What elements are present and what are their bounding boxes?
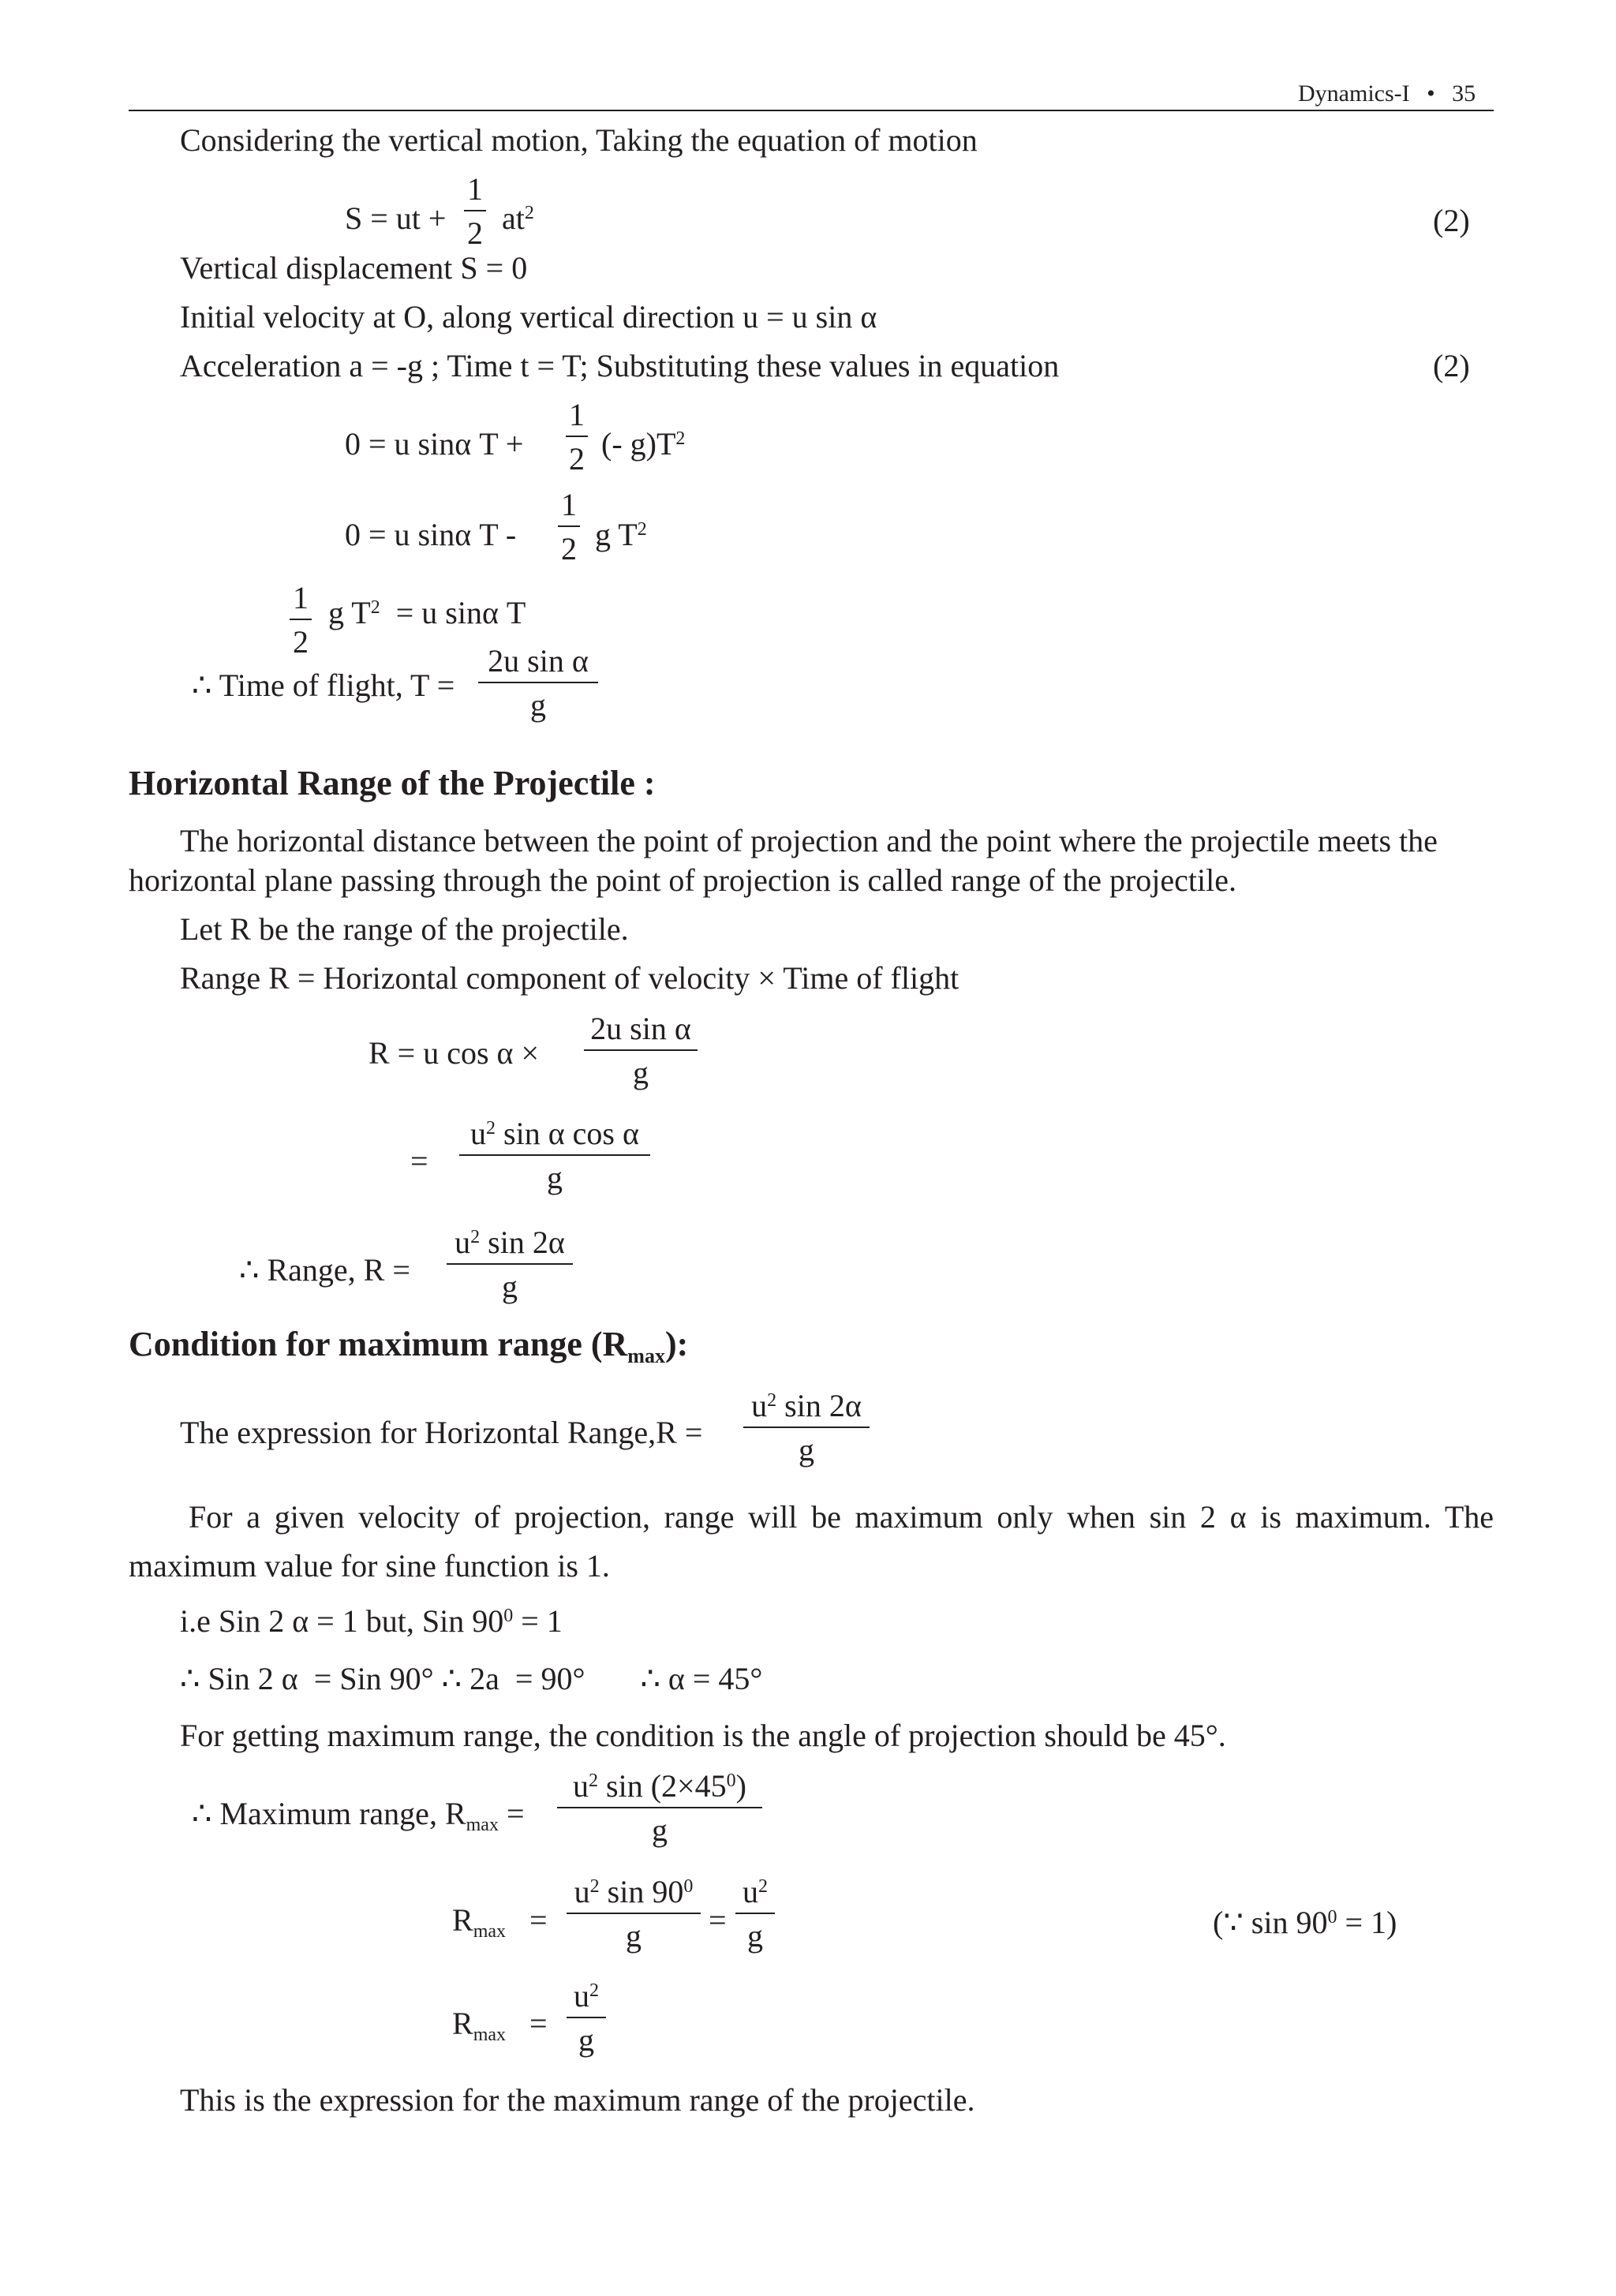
rmax-eq-1-fraction-b: $u^2$ g bbox=[735, 1876, 775, 1952]
range-eq-1-lhs: R = u cos α × bbox=[368, 1035, 540, 1071]
header-rule bbox=[129, 110, 1494, 111]
rmax-eq-1-lhs: $R_{max}$ = bbox=[452, 1902, 548, 1943]
acceleration-line: Acceleration a = -g ; Time t = T; Substituting these values in equation bbox=[180, 348, 1060, 383]
max-range-label: ∴ Maximum range, $R_{max}$ = bbox=[192, 1796, 525, 1836]
equation-number: (2) bbox=[1433, 203, 1470, 238]
half-fraction: 1 2 bbox=[566, 399, 588, 475]
range-expression-label: The expression for Horizontal Range,R = bbox=[180, 1415, 703, 1450]
time-of-flight-fraction: 2u sin α g bbox=[478, 645, 598, 721]
range-definition-line-2: horizontal plane passing through the point of projection is called range of the projectile. bbox=[129, 862, 1237, 898]
vertical-displacement: Vertical displacement S = 0 bbox=[180, 250, 528, 286]
substitution-eq-1-rhs: (- $g)T^2$ bbox=[601, 426, 686, 462]
rmax-eq-1-fraction-a: $u^2$ $\sin 90^0$ g bbox=[567, 1876, 701, 1952]
equation-motion-lhs: S = ut + bbox=[345, 200, 447, 236]
rmax-eq-2-lhs: $R_{max}$ = bbox=[452, 2006, 548, 2046]
substitution-eq-1-lhs: 0 = u sinα T + bbox=[345, 426, 524, 462]
equation-number: (2) bbox=[1433, 348, 1470, 383]
header-bullet: • bbox=[1427, 80, 1435, 107]
range-result-fraction: $u^2$ sin 2α g bbox=[447, 1227, 573, 1303]
max-range-explanation bbox=[129, 1493, 1494, 1591]
ie-line: i.e Sin 2 α = 1 but, Sin $90^0 = 1$ bbox=[180, 1603, 563, 1639]
horizontal-range-heading: Horizontal Range of the Projectile : bbox=[129, 764, 656, 802]
max-range-explanation-line-2: maximum value for sine function is 1. bbox=[129, 1548, 610, 1584]
range-expression-fraction: $u^2$ sin 2α g bbox=[743, 1390, 870, 1466]
max-range-explanation-line-1: For a given velocity of projection, range will be maximum only when sin 2 α is maximum. The bbox=[189, 1499, 1494, 1535]
equation-motion-rhs: $at^2$ bbox=[502, 200, 534, 236]
rearranged-eq: g $T^2 = u$ sinα T bbox=[328, 595, 526, 630]
range-eq-1-fraction: 2u sin α g bbox=[584, 1013, 698, 1089]
initial-velocity: Initial velocity at O, along vertical direction u = u sin α bbox=[180, 299, 877, 335]
max-range-fraction: $u^2$ $\sin (2\times 45^0)$ g bbox=[557, 1771, 762, 1846]
substitution-eq-2-lhs: 0 = u sinα T - bbox=[345, 517, 517, 552]
range-result-label: ∴ Range, R = bbox=[239, 1252, 410, 1288]
rmax-eq-2-fraction: $u^2$ g bbox=[567, 1980, 606, 2056]
vertical-motion-intro: Considering the vertical motion, Taking the equation of motion bbox=[180, 122, 978, 158]
half-fraction: 1 2 bbox=[558, 489, 580, 565]
rmax-eq-1-mid: = bbox=[709, 1902, 727, 1938]
let-r-line: Let R be the range of the projectile. bbox=[180, 911, 629, 947]
time-of-flight-label: ∴ Time of flight, T = bbox=[192, 667, 455, 703]
range-definition-line-1: The horizontal distance between the point of projection and the point where the projectile meets the bbox=[180, 823, 1438, 858]
max-range-heading: Condition for maximum range $(R_{max})$: bbox=[129, 1325, 689, 1368]
range-eq-2-lhs: = bbox=[410, 1143, 428, 1179]
page-number: 35 bbox=[1452, 80, 1476, 107]
range-formula-definition: Range R = Horizontal component of velocity × Time of flight bbox=[180, 960, 960, 996]
closing-line: This is the expression for the maximum range of the projectile. bbox=[180, 2082, 975, 2118]
half-fraction: 1 2 bbox=[464, 174, 486, 249]
therefore-line: ∴ Sin 2 α = Sin 90° ∴ 2a = 90° ∴ α = 45° bbox=[180, 1661, 763, 1696]
substitution-eq-2-rhs: g $T^2$ bbox=[595, 517, 647, 552]
running-title: Dynamics-I bbox=[1298, 80, 1410, 107]
half-fraction: 1 2 bbox=[290, 582, 312, 658]
because-note: (∵ $\sin 90^0 = 1$) bbox=[1213, 1905, 1397, 1940]
range-eq-2-fraction: $u^2$ sin α cos α g bbox=[459, 1118, 650, 1194]
running-header bbox=[1298, 82, 1476, 106]
condition-line: For getting maximum range, the condition is the angle of projection should be 45°. bbox=[180, 1718, 1226, 1753]
